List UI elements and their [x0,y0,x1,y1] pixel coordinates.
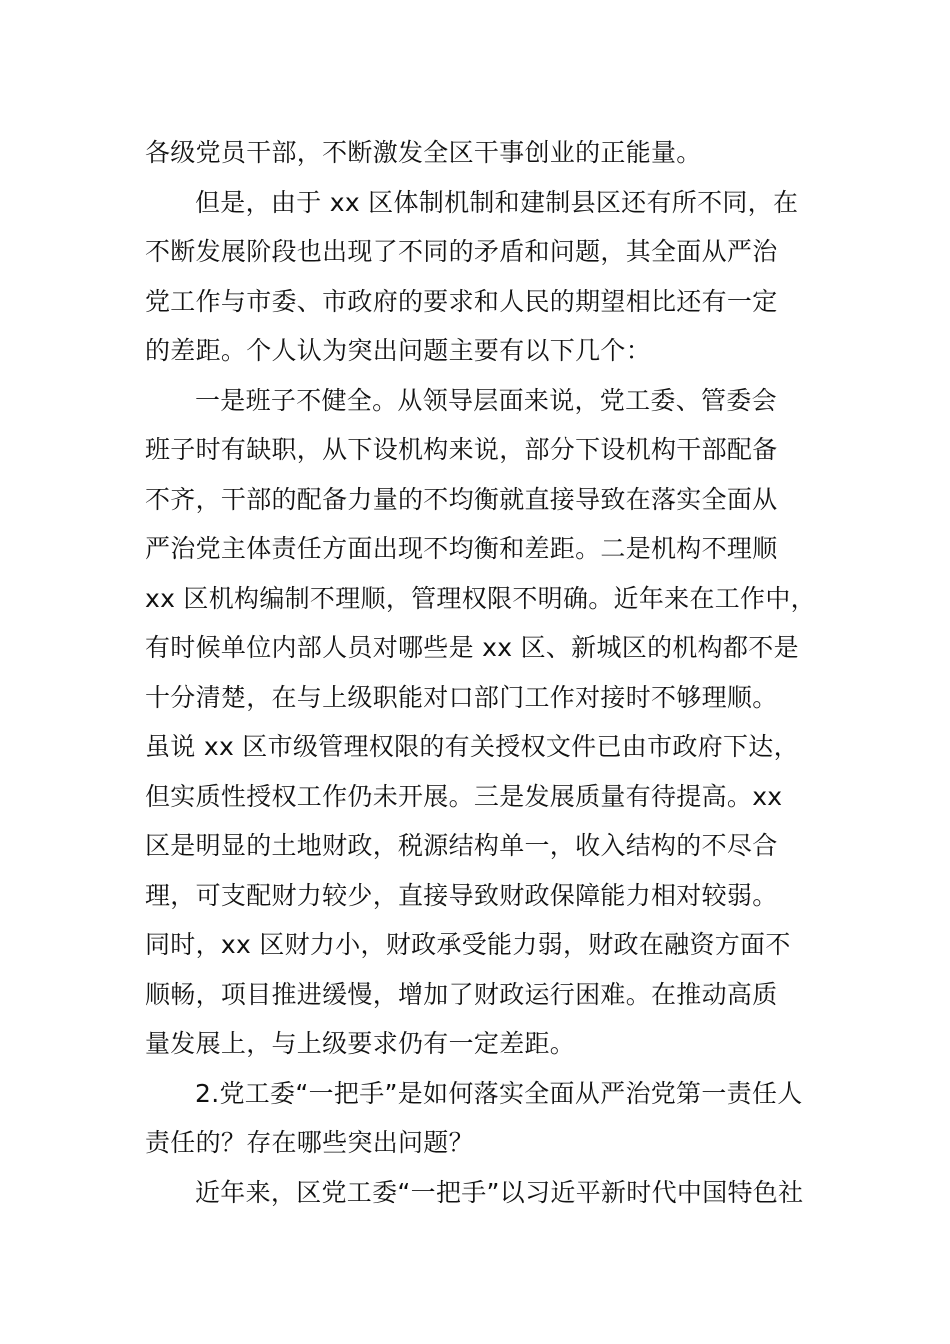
text-line: 班子时有缺职，从下设机构来说，部分下设机构干部配备 [145,435,778,464]
text-line: 严治党主体责任方面出现不均衡和差距。二是机构不理顺 [145,534,778,563]
text-line: 近年来，区党工委“一把手”以习近平新时代中国特色社 [195,1177,804,1207]
text-line: 各级党员干部，不断激发全区干事创业的正能量。 [145,138,702,167]
text-line: 但实质性授权工作仍未开展。三是发展质量有待提高。xx [145,781,783,811]
text-line: 十分清楚，在与上级职能对口部门工作对接时不够理顺。 [145,682,778,712]
text-line: 但是，由于 xx 区体制机制和建制县区还有所不同，在 [195,187,799,217]
text-line: 不断发展阶段也出现了不同的矛盾和问题，其全面从严治 [145,237,778,266]
text-line: xx 区机构编制不理顺，管理权限不明确。近年来在工作中， [145,583,816,613]
section-heading: 责任的？存在哪些突出问题？ [145,1128,474,1157]
text-line: 理，可支配财力较少，直接导致财政保障能力相对较弱。 [145,880,778,910]
section-heading: 2.党工委“一把手”是如何落实全面从严治党第一责任人 [195,1078,803,1108]
text-line: 有时候单位内部人员对哪些是 xx 区、新城区的机构都不是 [145,633,799,662]
document-body [145,128,835,1217]
text-line: 一是班子不健全。从领导层面来说，党工委、管委会 [195,385,777,415]
text-line: 不齐，干部的配备力量的不均衡就直接导致在落实全面从 [145,484,778,514]
text-line: 同时，xx 区财力小，财政承受能力弱，财政在融资方面不 [145,930,791,959]
text-line: 量发展上，与上级要求仍有一定差距。 [145,1029,576,1058]
text-line: 党工作与市委、市政府的要求和人民的期望相比还有一定 [145,286,778,316]
text-line: 区是明显的土地财政，税源结构单一，收入结构的不尽合 [145,831,778,860]
text-line: 顺畅，项目推进缓慢，增加了财政运行困难。在推动高质 [145,979,778,1009]
text-line: 的差距。个人认为突出问题主要有以下几个： [145,336,652,365]
text-line: 虽说 xx 区市级管理权限的有关授权文件已由市政府下达， [145,732,799,761]
